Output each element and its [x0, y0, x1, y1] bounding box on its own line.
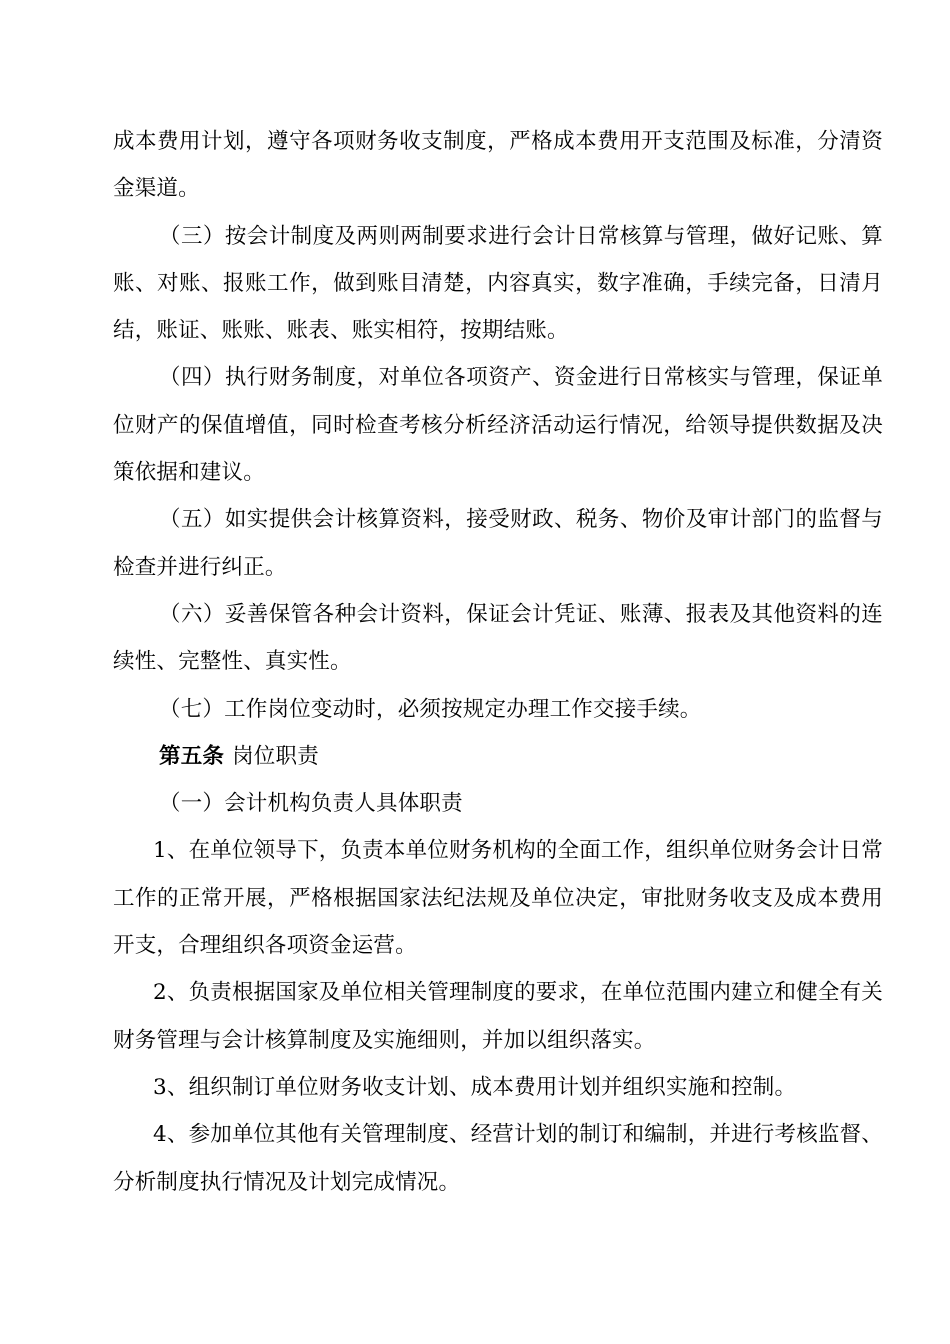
- duty-item-3: 3、组织制订单位财务收支计划、成本费用计划并组织实施和控制。: [153, 1074, 797, 1100]
- duty-item-4: 4、参加单位其他有关管理制度、经营计划的制订和编制，并进行考核监督、分析制度执行情况及计划完成情况。: [113, 1122, 883, 1195]
- paragraph-item-5: （五）如实提供会计核算资料，接受财政、税务、物价及审计部门的监督与检查并进行纠正。: [113, 507, 883, 580]
- article-title: 岗位职责: [232, 743, 319, 769]
- paragraph-item-6: （六）妥善保管各种会计资料，保证会计凭证、账薄、报表及其他资料的连续性、完整性、真实性。: [113, 601, 883, 675]
- article-heading: [113, 733, 883, 780]
- document-body: [113, 118, 883, 1206]
- paragraph-item-3: （三）按会计制度及两则两制要求进行会计日常核算与管理，做好记账、算账、对账、报账工作，做到账目清楚，内容真实，数字准确，手续完备，日清月结，账证、账账、账表、账实相符，按期结账。: [113, 223, 883, 344]
- article-label: 第五条: [159, 743, 225, 769]
- subsection-heading: （一）会计机构负责人具体职责: [159, 791, 463, 817]
- duty-item-2: 2、负责根据国家及单位相关管理制度的要求，在单位范围内建立和健全有关财务管理与会计核算制度及实施细则，并加以组织落实。: [113, 980, 883, 1053]
- duty-item-1: 1、在单位领导下，负责本单位财务机构的全面工作，组织单位财务会计日常工作的正常开展，严格根据国家法纪法规及单位决定，审批财务收支及成本费用开支，合理组织各项资金运营。: [113, 838, 883, 959]
- paragraph-item-7: （七）工作岗位变动时，必须按规定办理工作交接手续。: [159, 696, 702, 722]
- paragraph-item-4: （四）执行财务制度，对单位各项资产、资金进行日常核实与管理，保证单位财产的保值增值，同时检查考核分析经济活动运行情况，给领导提供数据及决策依据和建议。: [113, 365, 883, 486]
- paragraph-continued: 成本费用计划，遵守各项财务收支制度，严格成本费用开支范围及标准，分清资金渠道。: [113, 129, 883, 202]
